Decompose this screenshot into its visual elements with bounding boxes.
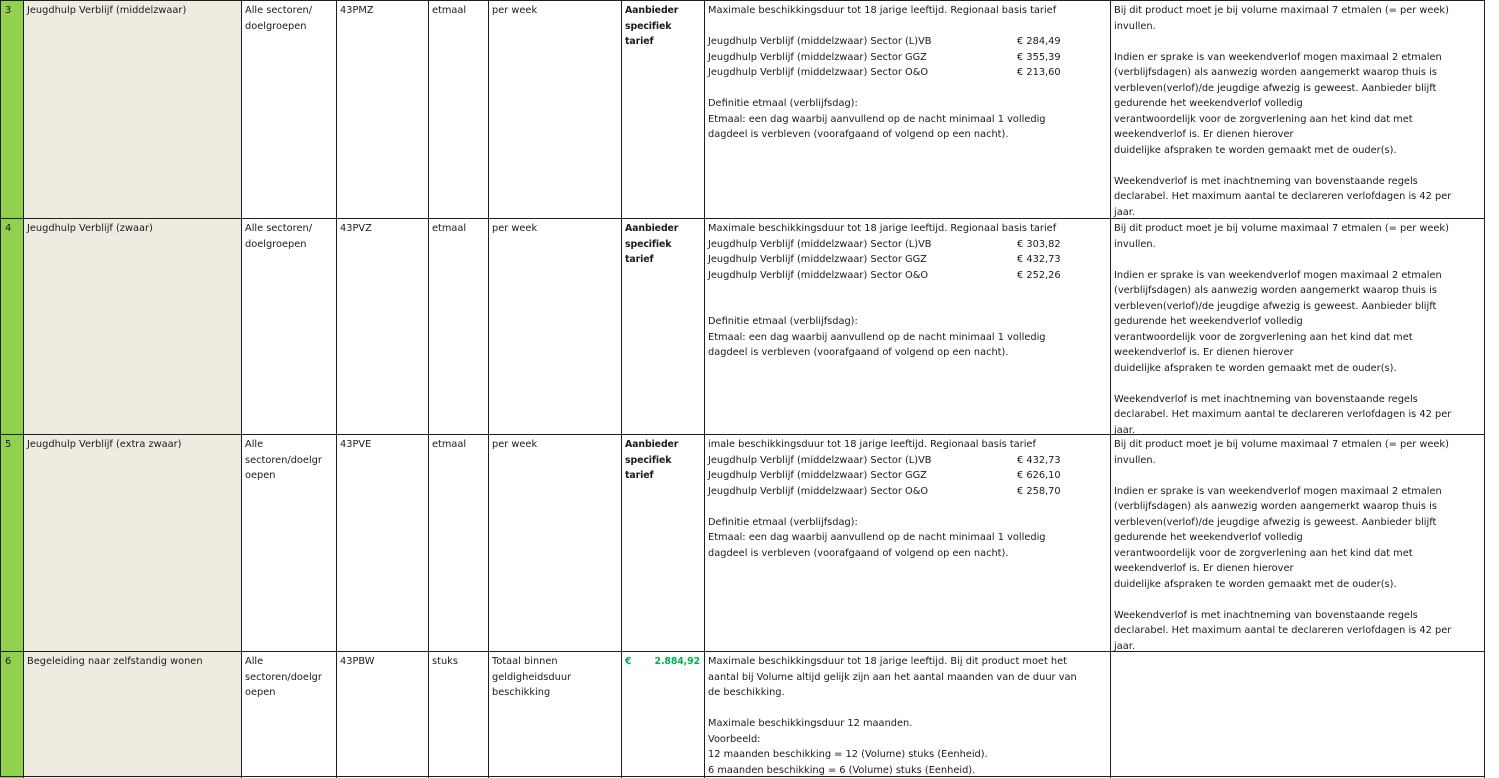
- doelgroep-line: sectoren/doelgr: [245, 671, 322, 683]
- price-value: [625, 654, 702, 670]
- tarief-regel: [708, 268, 1108, 284]
- tarief-line: Aanbieder: [625, 223, 679, 234]
- product-cell[interactable]: Begeleiding naar zelfstandig wonen: [24, 651, 242, 778]
- tarief-bedrag: € 258,70: [1017, 485, 1061, 497]
- beschrijving-cell[interactable]: [705, 218, 1111, 434]
- blank-line: [708, 81, 1108, 97]
- tarief-line: specifiek tarief: [625, 454, 672, 481]
- grid-line: [0, 218, 1485, 219]
- definitie-line: Definitie etmaal (verblijfsdag):: [708, 98, 858, 109]
- doelgroep-line: sectoren/doelgr: [245, 454, 322, 466]
- eenheid-cell[interactable]: etmaal: [429, 218, 489, 434]
- doelgroep-line: Alle sectoren/: [245, 5, 312, 16]
- tarief-naam: Jeugdhulp Verblijf (middelzwaar) Sector GGZ: [708, 254, 927, 265]
- opmerking-line: Weekendverlof is met inachtneming van bovenstaande regels: [1114, 393, 1418, 405]
- opmerking-cell[interactable]: [1111, 0, 1485, 218]
- opmerking-line: verbleven(verlof)/de jeugdige afwezig is geweest. Aanbieder blijft: [1114, 516, 1437, 528]
- beschrijving-line: aantal bij Volume altijd gelijk zijn aan het aantal maanden van de duur van: [708, 671, 1077, 683]
- blank-line: [708, 19, 1108, 35]
- definitie-line: Definitie etmaal (verblijfsdag):: [708, 516, 858, 528]
- doelgroep-line: Alle: [245, 439, 264, 450]
- grid-line: [0, 0, 1485, 1]
- doelgroep-cell[interactable]: [242, 651, 337, 778]
- tarief-regel: [708, 252, 1108, 268]
- doelgroep-line: oepen: [245, 687, 276, 698]
- opmerking-line: Indien er sprake is van weekendverlof mogen maximaal 2 etmalen: [1114, 485, 1442, 497]
- opmerking-line: verbleven(verlof)/de jeugdige afwezig is geweest. Aanbieder blijft: [1114, 82, 1437, 94]
- opmerking-line: (verblijfsdagen) als aanwezig worden aangemerkt waarop thuis is: [1114, 285, 1437, 296]
- tarief-bedrag: € 252,26: [1017, 269, 1061, 281]
- beschrijving-cell[interactable]: [705, 434, 1111, 651]
- opmerking-line: declarabel. Het maximum aantal te declareren verlofdagen is 42 per: [1114, 625, 1452, 636]
- opmerking-line: Indien er sprake is van weekendverlof mogen maximaal 2 etmalen: [1114, 51, 1442, 63]
- frequentie-line: per week: [492, 5, 538, 16]
- beschrijving-line: Voorbeeld:: [708, 733, 761, 745]
- opmerking-line: jaar.: [1114, 424, 1135, 434]
- code-cell[interactable]: 43PBW: [337, 651, 429, 778]
- euro-sign: €: [625, 656, 632, 667]
- opmerking-line: (verblijfsdagen) als aanwezig worden aangemerkt waarop thuis is: [1114, 501, 1437, 512]
- beschrijving-line: Maximale beschikkingsduur tot 18 jarige leeftijd. Regionaal basis tarief: [708, 223, 1057, 234]
- definitie-line: Etmaal: een dag waarbij aanvullend op de nacht minimaal 1 volledig: [708, 532, 1046, 543]
- beschrijving-line: 12 maanden beschikking = 12 (Volume) stuks (Eenheid).: [708, 749, 988, 760]
- opmerking-line: invullen.: [1114, 20, 1156, 32]
- tarief-naam: Jeugdhulp Verblijf (middelzwaar) Sector GGZ: [708, 470, 927, 481]
- beschrijving-line: Maximale beschikkingsduur 12 maanden.: [708, 718, 913, 729]
- blank-line: [708, 299, 1108, 315]
- blank-line: [708, 499, 1108, 515]
- tarief-naam: Jeugdhulp Verblijf (middelzwaar) Sector (L)VB: [708, 36, 932, 47]
- beschrijving-line: Maximale beschikkingsduur tot 18 jarige leeftijd. Regionaal basis tarief: [708, 5, 1057, 16]
- opmerking-line: weekendverlof is. Er dienen hierover: [1114, 347, 1294, 358]
- tarief-line: specifiek tarief: [625, 238, 672, 265]
- tarief-cell[interactable]: [622, 218, 705, 434]
- tarief-bedrag: € 432,73: [1017, 254, 1061, 265]
- blank-line: [1114, 376, 1482, 392]
- tarief-line: specifiek tarief: [625, 20, 672, 47]
- opmerking-line: (verblijfsdagen) als aanwezig worden aangemerkt waarop thuis is: [1114, 67, 1437, 78]
- frequentie-cell[interactable]: [489, 651, 622, 778]
- blank-line: [708, 283, 1108, 299]
- opmerking-line: weekendverlof is. Er dienen hierover: [1114, 129, 1294, 140]
- tarief-cell[interactable]: [622, 651, 705, 778]
- definitie-line: dagdeel is verbleven (voorafgaand of volgend op een nacht).: [708, 547, 1009, 559]
- opmerking-cell[interactable]: [1111, 651, 1485, 778]
- tarief-regel: [708, 468, 1108, 484]
- opmerking-line: Bij dit product moet je bij volume maximaal 7 etmalen (= per week): [1114, 439, 1449, 450]
- eenheid-cell[interactable]: etmaal: [429, 0, 489, 218]
- row-number-cell[interactable]: 5: [0, 434, 24, 651]
- opmerking-line: Weekendverlof is met inachtneming van bovenstaande regels: [1114, 175, 1418, 187]
- opmerking-line: Bij dit product moet je bij volume maximaal 7 etmalen (= per week): [1114, 223, 1449, 234]
- frequentie-line: geldigheidsduur: [492, 671, 572, 683]
- opmerking-line: duidelijke afspraken te worden gemaakt met de ouder(s).: [1114, 362, 1397, 374]
- doelgroep-line: doelgroepen: [245, 238, 307, 250]
- tarief-line: Aanbieder: [625, 5, 679, 16]
- tarief-naam: Jeugdhulp Verblijf (middelzwaar) Sector (L)VB: [708, 238, 932, 250]
- beschrijving-line: Maximale beschikkingsduur tot 18 jarige leeftijd. Bij dit product moet het: [708, 656, 1067, 667]
- row-number-cell[interactable]: 3: [0, 0, 24, 218]
- blank-line: [1114, 468, 1482, 484]
- tarief-naam: Jeugdhulp Verblijf (middelzwaar) Sector GGZ: [708, 51, 927, 63]
- tarief-cell[interactable]: [622, 434, 705, 651]
- frequentie-line: per week: [492, 439, 538, 450]
- opmerking-line: jaar.: [1114, 206, 1135, 218]
- grid-line: [0, 651, 1485, 652]
- code-cell[interactable]: 43PVE: [337, 434, 429, 651]
- grid-line: [0, 434, 1485, 435]
- frequentie-cell[interactable]: [489, 434, 622, 651]
- tarief-regel: [708, 65, 1108, 81]
- opmerking-line: verbleven(verlof)/de jeugdige afwezig is geweest. Aanbieder blijft: [1114, 300, 1437, 312]
- table-row[interactable]: [0, 434, 1499, 651]
- tarief-naam: Jeugdhulp Verblijf (middelzwaar) Sector O&O: [708, 485, 929, 497]
- tarief-regel: [708, 237, 1108, 253]
- opmerking-line: Bij dit product moet je bij volume maximaal 7 etmalen (= per week): [1114, 5, 1449, 16]
- blank-line: [1114, 158, 1482, 174]
- opmerking-line: gedurende het weekendverlof volledig: [1114, 98, 1303, 109]
- beschrijving-line: de beschikking.: [708, 687, 785, 698]
- frequentie-cell[interactable]: [489, 218, 622, 434]
- beschrijving-line: imale beschikkingsduur tot 18 jarige leeftijd. Regionaal basis tarief: [708, 439, 1036, 450]
- blank-line: [708, 701, 1108, 717]
- beschrijving-cell[interactable]: [705, 651, 1111, 778]
- opmerking-line: weekendverlof is. Er dienen hierover: [1114, 563, 1294, 574]
- row-number-cell[interactable]: 4: [0, 218, 24, 434]
- product-cell[interactable]: Jeugdhulp Verblijf (extra zwaar): [24, 434, 242, 651]
- opmerking-line: gedurende het weekendverlof volledig: [1114, 316, 1303, 327]
- tarief-regel: [708, 484, 1108, 500]
- definitie-line: dagdeel is verbleven (voorafgaand of volgend op een nacht).: [708, 129, 1009, 140]
- tarief-bedrag: € 284,49: [1017, 36, 1061, 47]
- opmerking-line: duidelijke afspraken te worden gemaakt met de ouder(s).: [1114, 578, 1397, 590]
- tarief-bedrag: € 626,10: [1017, 470, 1061, 481]
- tarief-regel: [708, 34, 1108, 50]
- grid-line: [0, 0, 1, 777]
- doelgroep-line: Alle sectoren/: [245, 223, 312, 234]
- opmerking-line: gedurende het weekendverlof volledig: [1114, 532, 1303, 543]
- table-row[interactable]: [0, 0, 1499, 218]
- opmerking-line: duidelijke afspraken te worden gemaakt met de ouder(s).: [1114, 144, 1397, 156]
- blank-line: [1114, 252, 1482, 268]
- tarief-naam: Jeugdhulp Verblijf (middelzwaar) Sector O&O: [708, 269, 929, 281]
- opmerking-line: Indien er sprake is van weekendverlof mogen maximaal 2 etmalen: [1114, 269, 1442, 281]
- doelgroep-cell[interactable]: [242, 218, 337, 434]
- opmerking-cell[interactable]: [1111, 434, 1485, 651]
- product-cell[interactable]: Jeugdhulp Verblijf (middelzwaar): [24, 0, 242, 218]
- grid-line: [0, 776, 1485, 777]
- opmerking-line: Weekendverlof is met inachtneming van bovenstaande regels: [1114, 609, 1418, 621]
- doelgroep-cell[interactable]: [242, 0, 337, 218]
- opmerking-line: declarabel. Het maximum aantal te declareren verlofdagen is 42 per: [1114, 191, 1452, 202]
- table-row[interactable]: [0, 218, 1499, 434]
- opmerking-line: declarabel. Het maximum aantal te declareren verlofdagen is 42 per: [1114, 409, 1452, 420]
- definitie-line: Definitie etmaal (verblijfsdag):: [708, 316, 858, 327]
- tarief-bedrag: € 213,60: [1017, 67, 1061, 78]
- definitie-line: Etmaal: een dag waarbij aanvullend op de nacht minimaal 1 volledig: [708, 331, 1046, 343]
- opmerking-line: verantwoordelijk voor de zorgverlening aan het kind dat met: [1114, 331, 1413, 343]
- tarief-cell[interactable]: [622, 0, 705, 218]
- eenheid-cell[interactable]: stuks: [429, 651, 489, 778]
- doelgroep-line: doelgroepen: [245, 20, 307, 32]
- frequentie-cell[interactable]: [489, 0, 622, 218]
- tarief-bedrag: € 432,73: [1017, 454, 1061, 466]
- opmerking-line: jaar.: [1114, 640, 1135, 651]
- tarief-naam: Jeugdhulp Verblijf (middelzwaar) Sector (L)VB: [708, 454, 932, 466]
- beschrijving-line: 6 maanden beschikking = 6 (Volume) stuks (Eenheid).: [708, 764, 976, 776]
- code-cell[interactable]: 43PVZ: [337, 218, 429, 434]
- beschrijving-cell[interactable]: [705, 0, 1111, 218]
- blank-line: [1114, 34, 1482, 50]
- tarief-regel: [708, 50, 1108, 66]
- doelgroep-line: oepen: [245, 470, 276, 481]
- eenheid-cell[interactable]: etmaal: [429, 434, 489, 651]
- definitie-line: dagdeel is verbleven (voorafgaand of volgend op een nacht).: [708, 347, 1009, 358]
- opmerking-line: invullen.: [1114, 454, 1156, 466]
- opmerking-cell[interactable]: [1111, 218, 1485, 434]
- blank-line: [1114, 592, 1482, 608]
- opmerking-line: verantwoordelijk voor de zorgverlening aan het kind dat met: [1114, 547, 1413, 559]
- doelgroep-line: Alle: [245, 656, 264, 667]
- opmerking-line: invullen.: [1114, 238, 1156, 250]
- frequentie-line: Totaal binnen: [492, 656, 558, 667]
- tarief-regel: [708, 453, 1108, 469]
- tarief-bedrag: € 303,82: [1017, 238, 1061, 250]
- table-row[interactable]: [0, 651, 1499, 778]
- tarief-bedrag: € 355,39: [1017, 51, 1061, 63]
- tarief-naam: Jeugdhulp Verblijf (middelzwaar) Sector O&O: [708, 67, 929, 78]
- product-cell[interactable]: Jeugdhulp Verblijf (zwaar): [24, 218, 242, 434]
- row-number-cell[interactable]: 6: [0, 651, 24, 778]
- definitie-line: Etmaal: een dag waarbij aanvullend op de nacht minimaal 1 volledig: [708, 113, 1046, 125]
- doelgroep-cell[interactable]: [242, 434, 337, 651]
- price-amount: 2.884,92: [654, 656, 700, 667]
- tarief-line: Aanbieder: [625, 439, 679, 450]
- code-cell[interactable]: 43PMZ: [337, 0, 429, 218]
- frequentie-line: per week: [492, 223, 538, 234]
- opmerking-line: verantwoordelijk voor de zorgverlening aan het kind dat met: [1114, 113, 1413, 125]
- frequentie-line: beschikking: [492, 687, 551, 698]
